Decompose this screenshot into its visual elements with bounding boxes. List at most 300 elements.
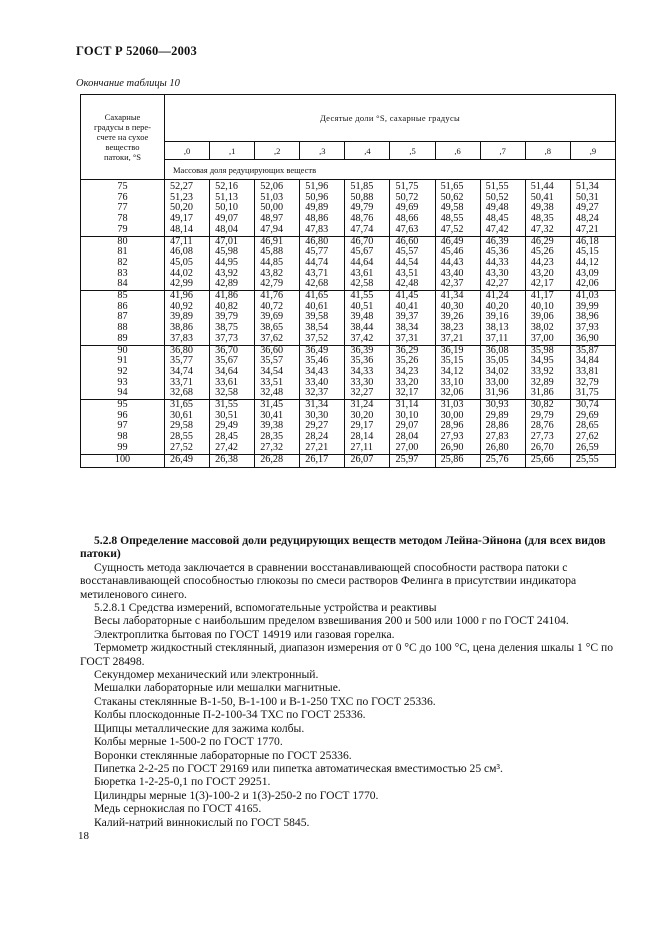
value-cell: 41,24 xyxy=(480,291,525,302)
value-cell: 29,89 xyxy=(480,411,525,422)
value-cell: 33,00 xyxy=(480,378,525,389)
value-cell: 41,76 xyxy=(255,291,300,302)
value-cell: 50,88 xyxy=(345,193,390,204)
degree-cell: 78 xyxy=(81,214,165,225)
value-cell: 38,86 xyxy=(165,323,210,334)
data-table xyxy=(80,94,616,468)
value-cell: 28,24 xyxy=(300,432,345,443)
degree-cell: 91 xyxy=(81,356,165,367)
value-cell: 44,85 xyxy=(255,258,300,269)
value-cell: 41,96 xyxy=(165,291,210,302)
table-row xyxy=(81,443,616,454)
value-cell: 25,76 xyxy=(480,454,525,468)
value-cell: 36,49 xyxy=(300,345,345,356)
section-heading: 5.2.8 Определение массовой доли редуцирующих веществ методом Лейна-Эйнона (для всех видов патоки) xyxy=(80,534,606,561)
value-cell: 49,48 xyxy=(480,203,525,214)
value-cell: 48,35 xyxy=(525,214,570,225)
value-cell: 47,83 xyxy=(300,225,345,236)
value-cell: 43,09 xyxy=(570,269,615,280)
value-cell: 29,17 xyxy=(345,421,390,432)
value-cell: 48,55 xyxy=(435,214,480,225)
value-cell: 36,80 xyxy=(165,345,210,356)
value-cell: 29,27 xyxy=(300,421,345,432)
degree-cell: 90 xyxy=(81,345,165,356)
value-cell: 28,96 xyxy=(435,421,480,432)
value-cell: 34,12 xyxy=(435,367,480,378)
value-cell: 43,82 xyxy=(255,269,300,280)
value-cell: 35,87 xyxy=(570,345,615,356)
value-cell: 37,00 xyxy=(525,334,570,345)
value-cell: 51,96 xyxy=(300,180,345,193)
value-cell: 46,70 xyxy=(345,236,390,247)
degree-cell: 96 xyxy=(81,411,165,422)
value-cell: 49,69 xyxy=(390,203,435,214)
value-cell: 27,62 xyxy=(570,432,615,443)
value-cell: 37,42 xyxy=(345,334,390,345)
value-cell: 42,99 xyxy=(165,279,210,290)
value-cell: 25,66 xyxy=(525,454,570,468)
value-cell: 46,49 xyxy=(435,236,480,247)
value-cell: 28,04 xyxy=(390,432,435,443)
degree-cell: 86 xyxy=(81,302,165,313)
value-cell: 30,20 xyxy=(345,411,390,422)
paragraph: Электроплитка бытовая по ГОСТ 14919 или газовая горелка. xyxy=(94,627,395,641)
body-text xyxy=(80,534,616,829)
value-cell: 25,55 xyxy=(570,454,615,468)
value-cell: 48,04 xyxy=(210,225,255,236)
value-cell: 28,45 xyxy=(210,432,255,443)
value-cell: 27,00 xyxy=(390,443,435,454)
value-cell: 41,86 xyxy=(210,291,255,302)
value-cell: 44,74 xyxy=(300,258,345,269)
value-cell: 45,36 xyxy=(480,247,525,258)
value-cell: 42,79 xyxy=(255,279,300,290)
value-cell: 40,10 xyxy=(525,302,570,313)
value-cell: 31,55 xyxy=(210,400,255,411)
table-row xyxy=(81,334,616,345)
value-cell: 36,90 xyxy=(570,334,615,345)
degree-cell: 85 xyxy=(81,291,165,302)
value-cell: 46,39 xyxy=(480,236,525,247)
value-cell: 39,26 xyxy=(435,312,480,323)
value-cell: 42,48 xyxy=(390,279,435,290)
value-cell: 41,55 xyxy=(345,291,390,302)
value-cell: 32,37 xyxy=(300,388,345,399)
value-cell: 45,67 xyxy=(345,247,390,258)
value-cell: 30,74 xyxy=(570,400,615,411)
value-cell: 43,71 xyxy=(300,269,345,280)
value-cell: 48,14 xyxy=(165,225,210,236)
paragraph: Весы лабораторные с наибольшим пределом взвешивания 200 и 500 или 1000 г по ГОСТ 24104. xyxy=(94,614,569,628)
value-cell: 29,49 xyxy=(210,421,255,432)
value-cell: 29,79 xyxy=(525,411,570,422)
value-cell: 30,30 xyxy=(300,411,345,422)
value-cell: 29,07 xyxy=(390,421,435,432)
degree-cell: 89 xyxy=(81,334,165,345)
value-cell: 41,03 xyxy=(570,291,615,302)
value-cell: 46,91 xyxy=(255,236,300,247)
value-cell: 32,17 xyxy=(390,388,435,399)
value-cell: 33,92 xyxy=(525,367,570,378)
table-row xyxy=(81,180,616,193)
value-cell: 30,41 xyxy=(255,411,300,422)
value-cell: 45,46 xyxy=(435,247,480,258)
value-cell: 26,70 xyxy=(525,443,570,454)
paragraph: Сущность метода заключается в сравнении восстанавливающей способности раствора патоки с восстанавливающей способностью глюкозы по смеси растворов Фелинга в присутствии индикатора метиленового синего. xyxy=(80,560,577,601)
paragraph: Медь сернокислая по ГОСТ 4165. xyxy=(94,802,262,816)
value-cell: 44,43 xyxy=(435,258,480,269)
value-cell: 36,39 xyxy=(345,345,390,356)
value-cell: 32,58 xyxy=(210,388,255,399)
value-cell: 44,54 xyxy=(390,258,435,269)
value-cell: 48,76 xyxy=(345,214,390,225)
value-cell: 39,16 xyxy=(480,312,525,323)
value-cell: 43,92 xyxy=(210,269,255,280)
value-cell: 31,45 xyxy=(255,400,300,411)
value-cell: 29,58 xyxy=(165,421,210,432)
value-cell: 37,83 xyxy=(165,334,210,345)
value-cell: 29,69 xyxy=(570,411,615,422)
value-cell: 50,31 xyxy=(570,193,615,204)
value-cell: 51,34 xyxy=(570,180,615,193)
value-cell: 50,52 xyxy=(480,193,525,204)
value-cell: 44,33 xyxy=(480,258,525,269)
value-cell: 42,58 xyxy=(345,279,390,290)
value-cell: 49,17 xyxy=(165,214,210,225)
value-cell: 42,37 xyxy=(435,279,480,290)
value-cell: 45,15 xyxy=(570,247,615,258)
value-cell: 35,26 xyxy=(390,356,435,367)
value-cell: 36,08 xyxy=(480,345,525,356)
value-cell: 35,36 xyxy=(345,356,390,367)
stub-header: Сахарные градусы в пере- счете на сухое вещество патоки, °S xyxy=(81,95,165,180)
column-header: ,7 xyxy=(480,142,525,160)
table-row xyxy=(81,454,616,468)
degree-cell: 75 xyxy=(81,180,165,193)
degree-cell: 83 xyxy=(81,269,165,280)
degree-cell: 92 xyxy=(81,367,165,378)
value-cell: 41,65 xyxy=(300,291,345,302)
value-cell: 27,11 xyxy=(345,443,390,454)
value-cell: 48,24 xyxy=(570,214,615,225)
value-cell: 50,62 xyxy=(435,193,480,204)
value-cell: 35,46 xyxy=(300,356,345,367)
value-cell: 47,42 xyxy=(480,225,525,236)
value-cell: 41,34 xyxy=(435,291,480,302)
page-number: 18 xyxy=(78,830,89,842)
value-cell: 37,21 xyxy=(435,334,480,345)
value-cell: 33,10 xyxy=(435,378,480,389)
value-cell: 28,55 xyxy=(165,432,210,443)
value-cell: 28,76 xyxy=(525,421,570,432)
value-cell: 48,97 xyxy=(255,214,300,225)
value-cell: 42,06 xyxy=(570,279,615,290)
value-cell: 39,06 xyxy=(525,312,570,323)
value-cell: 37,31 xyxy=(390,334,435,345)
value-cell: 38,44 xyxy=(345,323,390,334)
paragraph: 5.2.8.1 Средства измерений, вспомогательные устройства и реактивы xyxy=(94,601,437,615)
value-cell: 31,24 xyxy=(345,400,390,411)
value-cell: 25,97 xyxy=(390,454,435,468)
table-body xyxy=(81,180,616,468)
value-cell: 39,69 xyxy=(255,312,300,323)
column-header: ,9 xyxy=(570,142,615,160)
value-cell: 27,93 xyxy=(435,432,480,443)
value-cell: 43,20 xyxy=(525,269,570,280)
value-cell: 43,30 xyxy=(480,269,525,280)
value-cell: 44,95 xyxy=(210,258,255,269)
value-cell: 41,17 xyxy=(525,291,570,302)
value-cell: 51,85 xyxy=(345,180,390,193)
value-cell: 25,86 xyxy=(435,454,480,468)
value-cell: 51,13 xyxy=(210,193,255,204)
value-cell: 39,79 xyxy=(210,312,255,323)
value-cell: 38,13 xyxy=(480,323,525,334)
column-header: ,5 xyxy=(390,142,435,160)
value-cell: 36,19 xyxy=(435,345,480,356)
value-cell: 50,72 xyxy=(390,193,435,204)
value-cell: 45,05 xyxy=(165,258,210,269)
value-cell: 38,54 xyxy=(300,323,345,334)
value-cell: 44,02 xyxy=(165,269,210,280)
value-cell: 45,88 xyxy=(255,247,300,258)
value-cell: 44,23 xyxy=(525,258,570,269)
value-cell: 37,93 xyxy=(570,323,615,334)
value-cell: 47,21 xyxy=(570,225,615,236)
value-cell: 42,27 xyxy=(480,279,525,290)
value-cell: 30,51 xyxy=(210,411,255,422)
value-cell: 45,26 xyxy=(525,247,570,258)
value-cell: 47,94 xyxy=(255,225,300,236)
value-cell: 38,75 xyxy=(210,323,255,334)
value-cell: 48,45 xyxy=(480,214,525,225)
column-header: ,3 xyxy=(300,142,345,160)
value-cell: 43,40 xyxy=(435,269,480,280)
column-header: ,2 xyxy=(255,142,300,160)
degree-cell: 76 xyxy=(81,193,165,204)
value-cell: 47,63 xyxy=(390,225,435,236)
value-cell: 40,61 xyxy=(300,302,345,313)
value-cell: 52,27 xyxy=(165,180,210,193)
value-cell: 31,03 xyxy=(435,400,480,411)
degree-cell: 97 xyxy=(81,421,165,432)
value-cell: 48,66 xyxy=(390,214,435,225)
value-cell: 47,11 xyxy=(165,236,210,247)
degree-cell: 80 xyxy=(81,236,165,247)
value-cell: 51,03 xyxy=(255,193,300,204)
value-cell: 26,80 xyxy=(480,443,525,454)
paragraph: Щипцы металлические для зажима колбы. xyxy=(94,721,305,735)
document-header: ГОСТ Р 52060—2003 xyxy=(76,44,197,58)
degree-cell: 98 xyxy=(81,432,165,443)
value-cell: 30,93 xyxy=(480,400,525,411)
value-cell: 31,96 xyxy=(480,388,525,399)
degree-cell: 95 xyxy=(81,400,165,411)
value-cell: 37,73 xyxy=(210,334,255,345)
value-cell: 34,23 xyxy=(390,367,435,378)
value-cell: 49,27 xyxy=(570,203,615,214)
value-cell: 26,38 xyxy=(210,454,255,468)
value-cell: 43,51 xyxy=(390,269,435,280)
degree-cell: 87 xyxy=(81,312,165,323)
value-cell: 34,64 xyxy=(210,367,255,378)
value-cell: 50,20 xyxy=(165,203,210,214)
value-cell: 39,89 xyxy=(165,312,210,323)
paragraph: Мешалки лабораторные или мешалки магнитные. xyxy=(94,681,341,695)
sub-header: Массовая доля редуцирующих веществ xyxy=(165,160,616,180)
degree-cell: 81 xyxy=(81,247,165,258)
value-cell: 35,15 xyxy=(435,356,480,367)
value-cell: 26,07 xyxy=(345,454,390,468)
value-cell: 34,84 xyxy=(570,356,615,367)
value-cell: 45,77 xyxy=(300,247,345,258)
value-cell: 47,52 xyxy=(435,225,480,236)
value-cell: 51,44 xyxy=(525,180,570,193)
value-cell: 50,96 xyxy=(300,193,345,204)
value-cell: 40,20 xyxy=(480,302,525,313)
value-cell: 36,70 xyxy=(210,345,255,356)
paragraph: Воронки стеклянные лабораторные по ГОСТ 25336. xyxy=(94,748,352,762)
value-cell: 41,45 xyxy=(390,291,435,302)
value-cell: 30,00 xyxy=(435,411,480,422)
value-cell: 48,86 xyxy=(300,214,345,225)
table-row xyxy=(81,279,616,290)
value-cell: 31,86 xyxy=(525,388,570,399)
value-cell: 33,81 xyxy=(570,367,615,378)
value-cell: 50,00 xyxy=(255,203,300,214)
value-cell: 42,89 xyxy=(210,279,255,290)
value-cell: 32,79 xyxy=(570,378,615,389)
degree-cell: 84 xyxy=(81,279,165,290)
value-cell: 44,64 xyxy=(345,258,390,269)
value-cell: 40,92 xyxy=(165,302,210,313)
span-header: Десятые доли °S, сахарные градусы xyxy=(165,95,616,142)
value-cell: 26,90 xyxy=(435,443,480,454)
value-cell: 39,58 xyxy=(300,312,345,323)
column-header: ,8 xyxy=(525,142,570,160)
column-header: ,0 xyxy=(165,142,210,160)
value-cell: 49,38 xyxy=(525,203,570,214)
paragraph: Колбы мерные 1-500-2 по ГОСТ 1770. xyxy=(94,735,283,749)
column-header: ,6 xyxy=(435,142,480,160)
value-cell: 39,99 xyxy=(570,302,615,313)
value-cell: 35,98 xyxy=(525,345,570,356)
value-cell: 31,65 xyxy=(165,400,210,411)
value-cell: 47,32 xyxy=(525,225,570,236)
value-cell: 35,05 xyxy=(480,356,525,367)
value-cell: 28,86 xyxy=(480,421,525,432)
value-cell: 27,52 xyxy=(165,443,210,454)
value-cell: 45,98 xyxy=(210,247,255,258)
value-cell: 28,35 xyxy=(255,432,300,443)
value-cell: 30,10 xyxy=(390,411,435,422)
degree-cell: 82 xyxy=(81,258,165,269)
value-cell: 51,75 xyxy=(390,180,435,193)
value-cell: 32,89 xyxy=(525,378,570,389)
value-cell: 33,51 xyxy=(255,378,300,389)
column-header: ,1 xyxy=(210,142,255,160)
value-cell: 26,59 xyxy=(570,443,615,454)
value-cell: 36,60 xyxy=(255,345,300,356)
table-row xyxy=(81,225,616,236)
value-cell: 34,54 xyxy=(255,367,300,378)
paragraph: Стаканы стеклянные В-1-50, В-1-100 и В-1-250 ТХС по ГОСТ 25336. xyxy=(94,694,436,708)
value-cell: 32,06 xyxy=(435,388,480,399)
paragraph: Термометр жидкостный стеклянный, диапазон измерения от 0 °С до 100 °С, цена деления шкалы 1 °С по ГОСТ 28498. xyxy=(80,641,614,668)
value-cell: 32,27 xyxy=(345,388,390,399)
degree-cell: 100 xyxy=(81,454,165,468)
value-cell: 34,74 xyxy=(165,367,210,378)
value-cell: 33,20 xyxy=(390,378,435,389)
value-cell: 40,82 xyxy=(210,302,255,313)
value-cell: 33,71 xyxy=(165,378,210,389)
value-cell: 34,95 xyxy=(525,356,570,367)
value-cell: 32,48 xyxy=(255,388,300,399)
value-cell: 46,80 xyxy=(300,236,345,247)
paragraph: Колбы плоскодонные П-2-100-34 ТХС по ГОСТ 25336. xyxy=(94,708,366,722)
value-cell: 28,65 xyxy=(570,421,615,432)
value-cell: 39,48 xyxy=(345,312,390,323)
value-cell: 26,49 xyxy=(165,454,210,468)
paragraph: Секундомер механический или электронный. xyxy=(94,668,319,682)
value-cell: 52,06 xyxy=(255,180,300,193)
value-cell: 33,30 xyxy=(345,378,390,389)
value-cell: 33,40 xyxy=(300,378,345,389)
value-cell: 40,51 xyxy=(345,302,390,313)
value-cell: 38,34 xyxy=(390,323,435,334)
table-row xyxy=(81,388,616,399)
value-cell: 46,08 xyxy=(165,247,210,258)
value-cell: 27,83 xyxy=(480,432,525,443)
value-cell: 35,67 xyxy=(210,356,255,367)
value-cell: 46,29 xyxy=(525,236,570,247)
value-cell: 51,65 xyxy=(435,180,480,193)
value-cell: 28,14 xyxy=(345,432,390,443)
value-cell: 49,89 xyxy=(300,203,345,214)
value-cell: 27,73 xyxy=(525,432,570,443)
value-cell: 34,33 xyxy=(345,367,390,378)
degree-cell: 93 xyxy=(81,378,165,389)
value-cell: 34,43 xyxy=(300,367,345,378)
paragraph: Цилиндры мерные 1(3)-100-2 и 1(3)-250-2 по ГОСТ 1770. xyxy=(94,788,379,802)
value-cell: 38,65 xyxy=(255,323,300,334)
value-cell: 37,11 xyxy=(480,334,525,345)
value-cell: 30,82 xyxy=(525,400,570,411)
value-cell: 32,68 xyxy=(165,388,210,399)
value-cell: 35,57 xyxy=(255,356,300,367)
degree-cell: 94 xyxy=(81,388,165,399)
value-cell: 26,17 xyxy=(300,454,345,468)
degree-cell: 79 xyxy=(81,225,165,236)
value-cell: 39,38 xyxy=(255,421,300,432)
value-cell: 37,62 xyxy=(255,334,300,345)
value-cell: 40,41 xyxy=(390,302,435,313)
value-cell: 50,41 xyxy=(525,193,570,204)
value-cell: 49,79 xyxy=(345,203,390,214)
value-cell: 39,37 xyxy=(390,312,435,323)
value-cell: 27,42 xyxy=(210,443,255,454)
paragraph: Калий-натрий виннокислый по ГОСТ 5845. xyxy=(94,815,310,829)
value-cell: 31,75 xyxy=(570,388,615,399)
value-cell: 31,14 xyxy=(390,400,435,411)
paragraph: Бюретка 1-2-25-0,1 по ГОСТ 29251. xyxy=(94,775,271,789)
value-cell: 51,23 xyxy=(165,193,210,204)
value-cell: 27,32 xyxy=(255,443,300,454)
value-cell: 46,60 xyxy=(390,236,435,247)
value-cell: 27,21 xyxy=(300,443,345,454)
value-cell: 31,34 xyxy=(300,400,345,411)
value-cell: 38,96 xyxy=(570,312,615,323)
